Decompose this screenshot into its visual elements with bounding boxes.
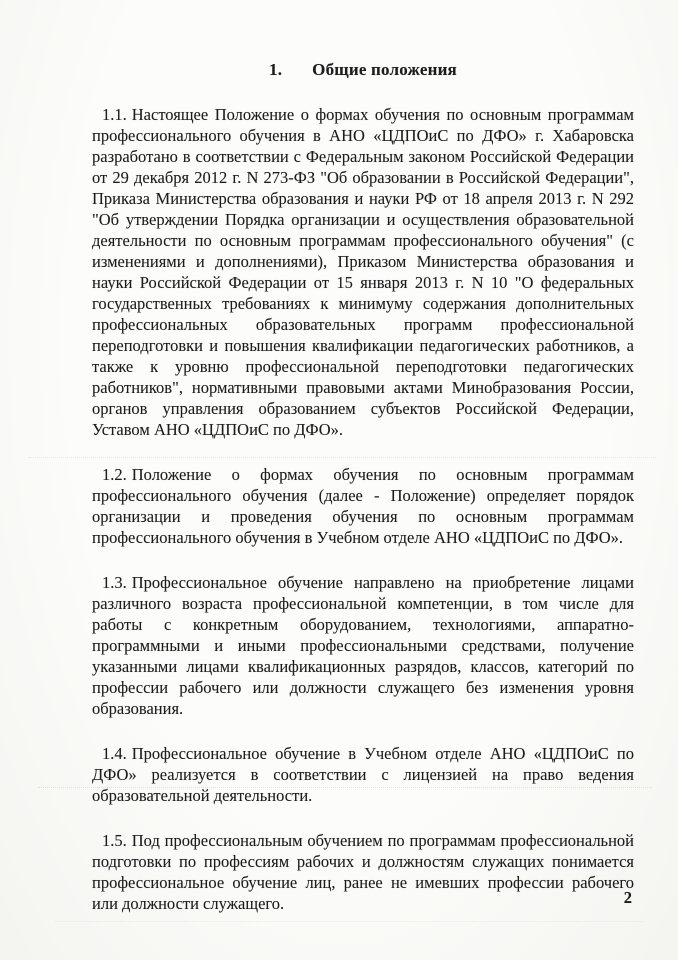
paragraph-number: 1.2.	[102, 465, 127, 484]
paragraph-text: Профессиональное обучение направлено на приобретение лицами различного возраста профессиональной компетенции, в том числе для работы с конкретным оборудованием, технологиями, аппаратно-программными и иными профессиональными средствами, получение указанными лицами квалификационных разрядов, классов, категорий по профессии рабочего или должности служащего без изменения уровня образования.	[92, 573, 634, 718]
paragraph-1-4	[92, 743, 634, 806]
paragraph-number: 1.5.	[102, 831, 127, 850]
paragraph-1-5	[92, 830, 634, 914]
paragraph-text: Положение о формах обучения по основным программам профессионального обучения (далее - Положение) определяет порядок организации и проведения обучения по основным программам профессионального обучения в Учебном отделе АНО «ЦДПОиС по ДФО».	[92, 465, 634, 547]
paragraph-text: Настоящее Положение о формах обучения по основным программам профессионального обучения в АНО «ЦДПОиС по ДФО» г. Хабаровска разработано в соответствии с Федеральным законом Российской Федерации от 29 декабря 2012 г. N 273-ФЗ "Об образовании в Российской Федерации", Приказа Министерства образования и науки РФ от 18 апреля 2013 г. N 292 "Об утверждении Порядка организации и осуществления образовательной деятельности по основным программам профессионального обучения" (с изменениями и дополнениями), Приказом Министерства образования и науки Российской Федерации от 15 января 2013 г. N 10 "О федеральных государственных требованиях к минимуму содержания дополнительных профессиональных образовательных программ профессиональной переподготовки и повышения квалификации педагогических работников, а также к уровню профессиональной переподготовки педагогических работников", нормативными правовыми актами Минобразования России, органов управления образованием субъектов Российской Федерации, Уставом АНО «ЦДПОиС по ДФО».	[92, 105, 634, 439]
paragraph-text: Под профессиональным обучением по программам профессиональной подготовки по профессиям рабочих и должностям служащих понимается профессиональное обучение лиц, ранее не имевших профессии рабочего или должности служащего.	[92, 831, 634, 913]
document-content	[92, 60, 634, 938]
section-title: Общие положения	[312, 60, 457, 79]
paragraph-number: 1.1.	[102, 105, 127, 124]
page-number: 2	[623, 888, 632, 907]
paragraph-1-2	[92, 464, 634, 548]
paragraph-1-1	[92, 104, 634, 440]
paragraph-text: Профессиональное обучение в Учебном отделе АНО «ЦДПОиС по ДФО» реализуется в соответствии с лицензией на право ведения образовательной деятельности.	[92, 744, 634, 805]
section-heading	[92, 60, 634, 80]
section-number: 1.	[269, 60, 283, 79]
paragraph-number: 1.3.	[102, 573, 127, 592]
paragraph-1-3	[92, 572, 634, 719]
paragraph-number: 1.4.	[102, 744, 127, 763]
